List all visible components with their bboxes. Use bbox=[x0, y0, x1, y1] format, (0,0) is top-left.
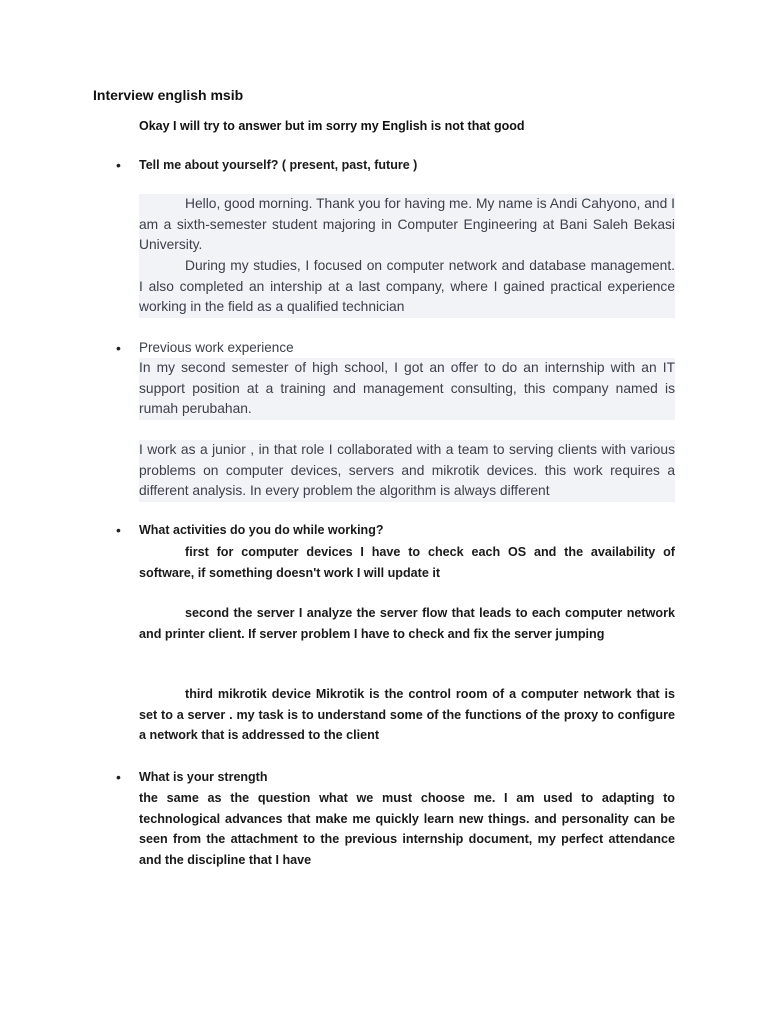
document-title: Interview english msib bbox=[93, 87, 244, 103]
answer-paragraph: In my second semester of high school, I got an offer to do an internship with an IT support position at a training and management consulting, this company named is rumah perubahan. bbox=[139, 358, 675, 420]
bullet-icon: • bbox=[116, 340, 121, 356]
question-what-is-your-strength: What is your strength bbox=[139, 770, 268, 784]
answer-paragraph: During my studies, I focused on computer network and database management. I also completed an intership at a last company, where I gained practical experience working in the field as a qualified technician bbox=[139, 256, 675, 318]
bullet-icon: • bbox=[116, 769, 121, 785]
answer-paragraph: second the server I analyze the server flow that leads to each computer network and printer client. If server problem I have to check and fix the server jumping bbox=[139, 606, 675, 641]
answer-paragraph: Hello, good morning. Thank you for having me. My name is Andi Cahyono, and I am a sixth-semester student majoring in Computer Engineering at Bani Saleh Bekasi University. bbox=[139, 194, 675, 256]
answer-paragraph: third mikrotik device Mikrotik is the control room of a computer network that is set to a server . my task is to understand some of the functions of the proxy to configure a network that is addressed to the client bbox=[139, 687, 675, 742]
question-tell-me-about-yourself: Tell me about yourself? ( present, past, future ) bbox=[139, 158, 418, 172]
bullet-icon: • bbox=[116, 157, 121, 173]
answer-paragraph: first for computer devices I have to check each OS and the availability of software, if something doesn't work I will update it bbox=[139, 545, 675, 580]
intro-line: Okay I will try to answer but im sorry my English is not that good bbox=[139, 119, 525, 133]
answer-paragraph: I work as a junior , in that role I collaborated with a team to serving clients with various problems on computer devices, servers and mikrotik devices. this work requires a different analysis. In every problem the algorithm is always different bbox=[139, 440, 675, 502]
bullet-icon: • bbox=[116, 522, 121, 538]
question-activities-while-working: What activities do you do while working? bbox=[139, 523, 384, 537]
answer-paragraph: the same as the question what we must choose me. I am used to adapting to technological advances that make me quickly learn new things. and personality can be seen from the attachment to the previous internship document, my perfect attendance and the discipline that I have bbox=[139, 791, 675, 867]
question-previous-work-experience: Previous work experience bbox=[139, 340, 294, 355]
